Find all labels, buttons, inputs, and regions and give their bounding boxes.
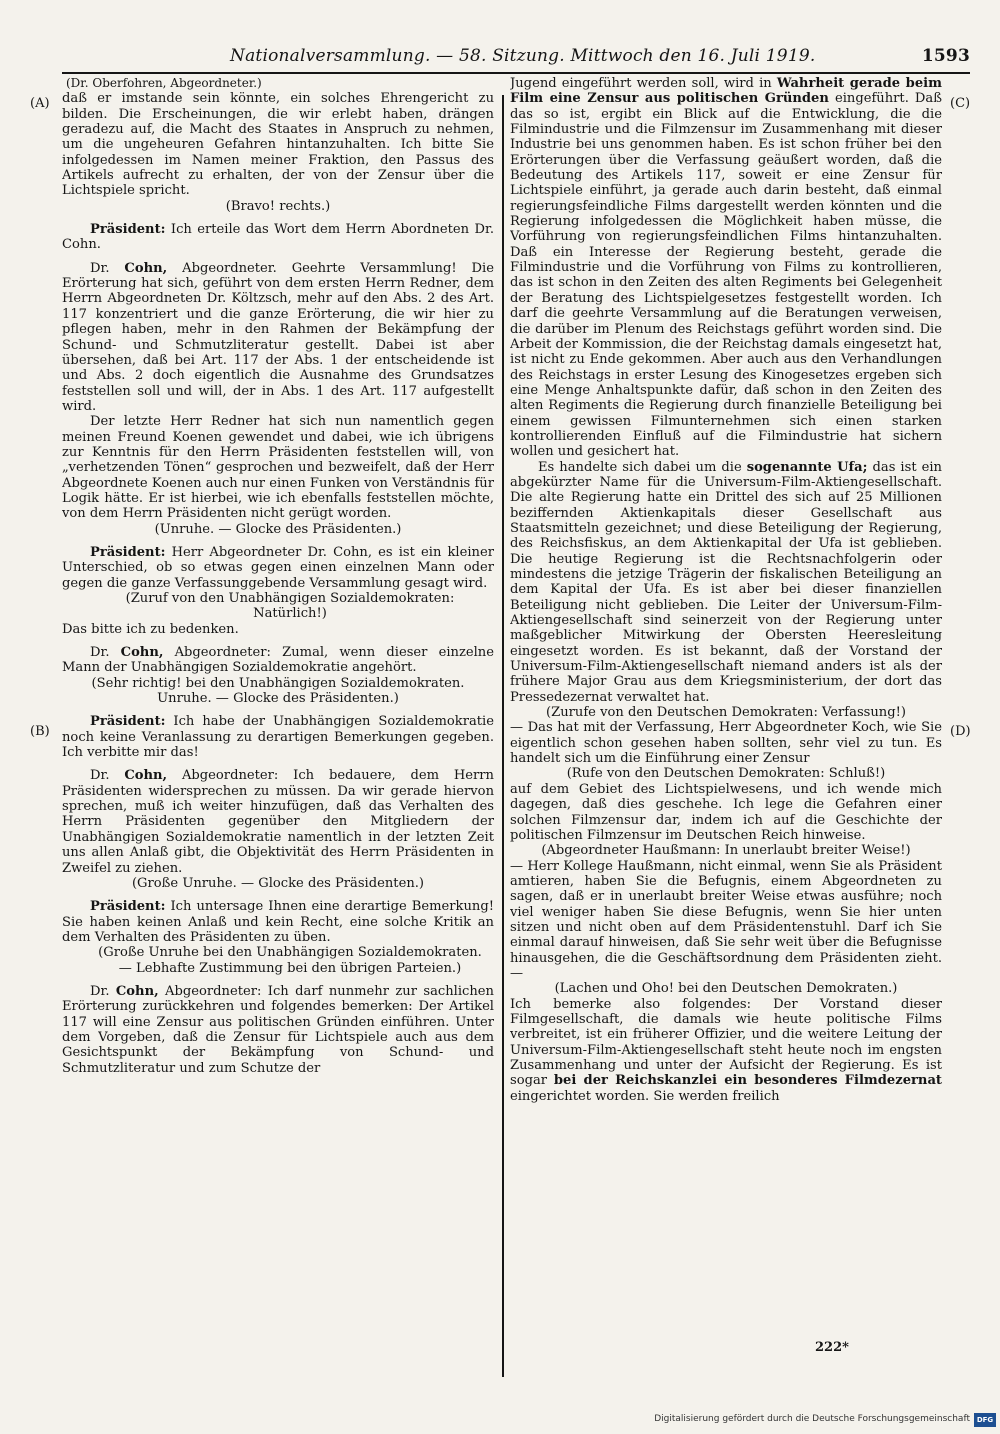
paragraph: Präsident: Ich untersage Ihnen eine derartige Bemerkung! Sie haben keinen Anlaß und kein Recht, eine solche Kritik an dem Verhalten des Präsidenten zu üben. xyxy=(62,899,494,945)
paragraph: Dr. Cohn, Abgeordneter: Zumal, wenn dieser einzelne Mann der Unabhängigen Sozialdemokratie angehört. xyxy=(62,645,494,676)
paragraph: Präsident: Ich erteile das Wort dem Herrn Abordneten Dr. Cohn. xyxy=(62,222,494,253)
speaker-name: Präsident: xyxy=(90,899,166,915)
page-header xyxy=(20,46,980,72)
reaction: (Zurufe von den Deutschen Demokraten: Verfassung!) xyxy=(546,705,906,721)
reaction: (Zuruf von den Unabhängigen Sozialdemokraten: Natürlich!) xyxy=(125,591,455,622)
speaker-name: Präsident: xyxy=(90,544,166,560)
paragraph: — Das hat mit der Verfassung, Herr Abgeordneter Koch, wie Sie eigentlich schon gesehen haben sollten, sehr viel zu tun. Es handelt sich um die Einführung einer Zensur xyxy=(510,720,942,767)
margin-marker-a: (A) xyxy=(30,96,50,111)
paragraph: Präsident: Ich habe der Unabhängigen Sozialdemokratie noch keine Veranlassung zu derartigen Bemerkungen gegeben. Ich verbitte mir das! xyxy=(62,714,494,761)
column-divider xyxy=(502,95,504,1377)
speaker-name: Cohn, xyxy=(124,260,168,276)
digitization-credit: Digitalisierung gefördert durch die Deutsche Forschungsgemeinschaft xyxy=(654,1414,970,1424)
paragraph: Dr. Cohn, Abgeordneter: Ich darf nunmehr zur sachlichen Erörterung zurückkehren und folgendes bemerken: Der Artikel 117 will eine Zensur aus politischen Gründen einführen. Unter dem Vorgeben, daß die Zensur für Lichtspiele auch aus dem Gesichtspunkt der Bekämpfung von Schund- und Schmutzliteratur und zum Schutze der xyxy=(62,983,494,1076)
reaction: (Rufe von den Deutschen Demokraten: Schluß!) xyxy=(566,766,886,782)
reaction: (Abgeordneter Haußmann: In unerlaubt breiter Weise!) xyxy=(541,843,911,859)
speaker-name: Cohn, xyxy=(115,983,159,999)
paragraph: Ich bemerke also folgendes: Der Vorstand dieser Filmgesellschaft, die damals wie heute politische Films verbreitet, ist ein früherer Offizier, und die weitere Leitung der Universum-Film-Aktiengesellschaft steht heute noch im engsten Zusammenhang und unter der Aufsicht der Regierung. Es ist sogar bei der Reichskanzlei ein besonderes Filmdezernat eingerichtet worden. Sie werden freilich xyxy=(510,996,942,1104)
reaction: (Große Unruhe bei den Unabhängigen Sozialdemokraten. — Lebhafte Zustimmung bei den übrigen Parteien.) xyxy=(98,945,482,976)
emphasis: Wahrheit gerade beim Film eine Zensur aus politischen Gründen xyxy=(510,76,942,107)
reaction: (Sehr richtig! bei den Unabhängigen Sozialdemokraten. xyxy=(91,675,465,691)
speaker-name: Cohn, xyxy=(124,768,168,784)
page-number: 1593 xyxy=(921,46,970,66)
speaker-attribution: (Dr. Oberfohren, Abgeordneter.) xyxy=(66,76,262,90)
reaction: Unruhe. — Glocke des Präsidenten.) xyxy=(157,691,399,707)
paragraph: Dr. Cohn, Abgeordneter: Ich bedauere, dem Herrn Präsidenten widersprechen zu müssen. Da wir gerade hiervon sprechen, muß ich weiter hinzufügen, daß das Verhalten des Herrn Präsidenten gegenüber den Mitgliedern der Unabhängigen Sozialdemokratie namentlich in der letzten Zeit uns allen Anlaß gibt, die Objektivität des Herrn Präsidenten in Zweifel zu ziehen. xyxy=(62,768,494,876)
header-title: Nationalversammlung. — 58. Sitzung. Mittwoch den 16. Juli 1919. xyxy=(230,46,816,66)
speaker-name: Präsident: xyxy=(90,222,166,238)
sheet-signature: 222* xyxy=(815,1340,849,1355)
paragraph: — Herr Kollege Haußmann, nicht einmal, wenn Sie als Präsident amtieren, haben Sie die Befugnis, einem Abgeordneten zu sagen, daß er in unerlaubt breiter Weise etwas ausführe; noch viel weniger haben Sie diese Befugnis, wenn Sie hier unten sitzen und nicht oben auf dem Präsidentenstuhl. Darf ich Sie einmal darauf hinweisen, daß Sie sehr weit über die Befugnisse hinausgehen, die die Geschäftsordnung dem Präsidenten zieht. — xyxy=(510,858,942,981)
paragraph: Präsident: Herr Abgeordneter Dr. Cohn, es ist ein kleiner Unterschied, ob so etwas gegen einen einzelnen Mann oder gegen die ganze Verfassunggebende Versammlung gesagt wird. xyxy=(62,544,494,591)
paragraph: auf dem Gebiet des Lichtspielwesens, und ich wende mich dagegen, daß dies geschehe. Ich lege die Gefahren einer solchen Filmzensur dar, indem ich auf die Geschichte der politischen Filmzensur im Deutschen Reich hinweise. xyxy=(510,781,942,843)
margin-marker-d: (D) xyxy=(950,724,971,739)
paragraph: Jugend eingeführt werden soll, wird in Wahrheit gerade beim Film eine Zensur aus politischen Gründen eingeführt. Daß das so ist, ergibt ein Blick auf die Entwicklung, die die Filmindustrie und die Filmzensur im Zusammenhang mit dieser Industrie bei uns genommen haben. Es ist schon früher bei den Erörterungen über die Verfassung geäußert worden, daß die Bedeutung des Artikels 117, soweit er eine Zensur für Lichtspiele einführt, ja gerade auch darin besteht, daß einmal regierungsfeindliche Films dargestellt werden könnten und die Regierung infolgedessen die Möglichkeit haben müsse, die Vorführung von regierungsfeindlichen Films hintanzuhalten. Daß ein Interesse der Regierung besteht, gerade die Filmindustrie und die Vorführung von Films zu kontrollieren, das ist schon in den Zeiten des alten Regiments bei Gelegenheit der Beratung des Lichtspielgesetzes festgestellt worden. Ich darf die geehrte Versammlung auf die Beratungen verweisen, die darüber im Plenum des Reichstags geführt worden sind. Die Arbeit der Kommission, die der Reichstag damals eingesetzt hat, ist nicht zu Ende gekommen. Aber auch aus den Verhandlungen des Reichstags in erster Lesung des Kinogesetzes ergeben sich eine Menge Anhaltspunkte dafür, daß schon in den Zeiten des alten Regiments die Regierung durch finanzielle Beteiligung bei einem gewissen Filmunternehmen sich einen starken kontrollierenden Einfluß auf die Filmindustrie hat sichern wollen und gesichert hat. xyxy=(510,76,942,460)
header-rule xyxy=(62,72,970,74)
emphasis: bei der Reichskanzlei ein besonderes Filmdezernat xyxy=(553,1073,942,1089)
reaction: (Unruhe. — Glocke des Präsidenten.) xyxy=(154,521,402,537)
reaction: (Große Unruhe. — Glocke des Präsidenten.) xyxy=(131,875,425,891)
speaker-name: Cohn, xyxy=(120,645,164,661)
dfg-logo: DFG xyxy=(974,1413,996,1427)
paragraph: Dr. Cohn, Abgeordneter. Geehrte Versammlung! Die Erörterung hat sich, geführt von dem ersten Herrn Redner, dem Herrn Abgeordneten Dr. Költzsch, mehr auf den Abs. 2 des Art. 117 konzentriert und die ganze Erörterung, die wir hier zu pflegen haben, mehr in den Rahmen der Bekämpfung der Schund- und Schmutzliteratur gestellt. Dabei ist aber übersehen, daß bei Art. 117 der Abs. 1 der entscheidende ist und Abs. 2 doch eigentlich die Ausnahme des Grundsatzes feststellen soll und will, der in Abs. 1 des Art. 117 aufgestellt wird. xyxy=(62,260,494,414)
right-column xyxy=(510,76,942,1382)
reaction: (Bravo! rechts.) xyxy=(225,198,331,214)
paragraph: Es handelte sich dabei um die sogenannte Ufa; das ist ein abgekürzter Name für die Universum-Film-Aktiengesellschaft. Die alte Regierung hatte ein Drittel des sich auf 25 Millionen beziffernden Aktienkapitals dieser Gesellschaft aus Staatsmitteln gezeichnet; und diese Beteiligung der Regierung, des Reichsfiskus, an dem Aktienkapital der Ufa ist geblieben. Die heutige Regierung ist die Rechtsnachfolgerin oder mindestens die jetzige Trägerin der fiskalischen Beteiligung an dem Kapital der Ufa. Es ist aber bei dieser finanziellen Beteiligung nicht geblieben. Die Leiter der Universum-Film-Aktiengesellschaft sind seinerzeit von der Regierung unter maßgeblicher Mitwirkung der Obersten Heeresleitung eingesetzt worden. Es ist bekannt, daß der Vorstand der Universum-Film-Aktiengesellschaft niemand anders ist als der frühere Major Grau aus dem Kriegsministerium, der dort das Pressedezernat verwaltet hat. xyxy=(510,459,942,705)
margin-marker-c: (C) xyxy=(950,96,971,111)
paragraph: daß er imstande sein könnte, ein solches Ehrengericht zu bilden. Die Erscheinungen, die wir erlebt haben, drängen geradezu auf, die Macht des Staates in Anspruch zu nehmen, um die ungeheuren Gefahren hintanzuhalten. Ich bitte Sie infolgedessen im Namen meiner Fraktion, den Passus des Artikels aufrecht zu erhalten, der von der Zensur über die Lichtspiele spricht. xyxy=(62,91,494,199)
left-column xyxy=(62,76,494,1368)
emphasis: sogenannte Ufa; xyxy=(746,459,868,475)
paragraph: Der letzte Herr Redner hat sich nun namentlich gegen meinen Freund Koenen gewendet und dabei, wie ich übrigens zur Kenntnis für den Herrn Präsidenten feststellen will, von „verhetzenden Tönen“ gesprochen und bezweifelt, daß der Herr Abgeordnete Koenen auch nur einen Funken von Verständnis für Logik hätte. Er ist hierbei, wie ich ebenfalls feststellen möchte, von dem Herrn Präsidenten nicht gerügt worden. xyxy=(62,414,494,522)
margin-marker-b: (B) xyxy=(30,724,50,739)
paragraph: Das bitte ich zu bedenken. xyxy=(62,621,239,637)
reaction: (Lachen und Oho! bei den Deutschen Demokraten.) xyxy=(554,981,898,997)
speaker-name: Präsident: xyxy=(90,714,166,730)
